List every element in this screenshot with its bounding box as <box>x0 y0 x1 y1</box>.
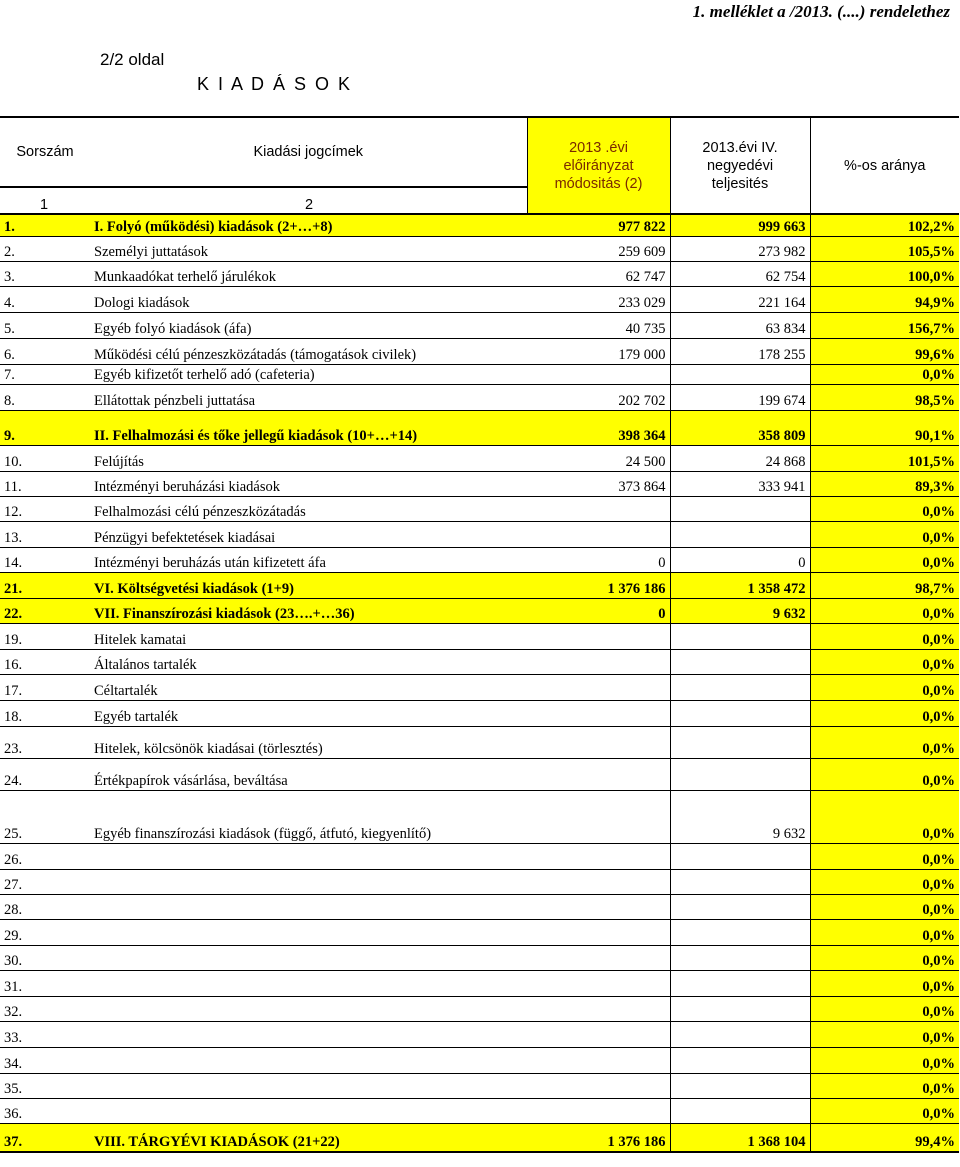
row-plan-value: 202 702 <box>527 384 670 410</box>
row-name: II. Felhalmozási és tőke jellegű kiadások (10+…+14) <box>90 410 527 445</box>
row-number: 11. <box>0 471 90 496</box>
table-row <box>0 572 959 598</box>
row-plan-value: 1 376 186 <box>527 572 670 598</box>
row-percent: 0,0% <box>810 1098 959 1123</box>
table-row <box>0 547 959 572</box>
row-name: Egyéb finanszírozási kiadások (függő, átfutó, kiegyenlítő) <box>90 790 527 843</box>
row-number: 36. <box>0 1098 90 1123</box>
row-actual-value <box>670 700 810 726</box>
row-number: 14. <box>0 547 90 572</box>
row-name <box>90 894 527 919</box>
row-plan-value <box>527 843 670 869</box>
row-name <box>90 945 527 970</box>
row-plan-value: 233 029 <box>527 286 670 312</box>
row-plan-value: 259 609 <box>527 236 670 261</box>
row-actual-value: 0 <box>670 547 810 572</box>
table-row <box>0 236 959 261</box>
row-name <box>90 1098 527 1123</box>
table-row <box>0 214 959 236</box>
table-row <box>0 410 959 445</box>
row-actual-value: 999 663 <box>670 214 810 236</box>
row-plan-value: 62 747 <box>527 261 670 286</box>
row-plan-value <box>527 970 670 996</box>
row-number: 37. <box>0 1123 90 1152</box>
row-plan-value <box>527 996 670 1021</box>
row-actual-value: 358 809 <box>670 410 810 445</box>
row-name: Pénzügyi befektetések kiadásai <box>90 521 527 547</box>
row-percent: 94,9% <box>810 286 959 312</box>
row-actual-value: 9 632 <box>670 598 810 623</box>
row-number: 30. <box>0 945 90 970</box>
row-actual-value <box>670 945 810 970</box>
col-header-plan-line1: 2013 .évi <box>569 139 628 156</box>
row-plan-value <box>527 364 670 384</box>
col-header-actual-line1: 2013.évi IV. <box>702 139 778 156</box>
col-header-plan-line2: előirányzat <box>563 157 634 174</box>
row-name <box>90 1021 527 1047</box>
row-percent: 0,0% <box>810 364 959 384</box>
table-row <box>0 521 959 547</box>
row-plan-value <box>527 790 670 843</box>
row-number: 31. <box>0 970 90 996</box>
row-number: 35. <box>0 1073 90 1098</box>
row-plan-value: 373 864 <box>527 471 670 496</box>
table-row <box>0 674 959 700</box>
expenditure-table <box>0 116 959 1153</box>
table-row <box>0 945 959 970</box>
row-actual-value <box>670 758 810 790</box>
table-row <box>0 1073 959 1098</box>
row-name: VII. Finanszírozási kiadások (23….+…36) <box>90 598 527 623</box>
row-actual-value <box>670 1073 810 1098</box>
row-number: 25. <box>0 790 90 843</box>
row-number: 12. <box>0 496 90 521</box>
table-row <box>0 758 959 790</box>
row-plan-value: 0 <box>527 598 670 623</box>
row-percent: 100,0% <box>810 261 959 286</box>
row-name: Céltartalék <box>90 674 527 700</box>
table-row <box>0 790 959 843</box>
table-row <box>0 1098 959 1123</box>
row-number: 18. <box>0 700 90 726</box>
row-percent: 0,0% <box>810 674 959 700</box>
table-row <box>0 700 959 726</box>
row-actual-value <box>670 1021 810 1047</box>
table-row <box>0 649 959 674</box>
row-number: 29. <box>0 919 90 945</box>
row-name <box>90 996 527 1021</box>
row-plan-value <box>527 758 670 790</box>
row-plan-value: 0 <box>527 547 670 572</box>
table-row <box>0 338 959 364</box>
row-actual-value: 1 358 472 <box>670 572 810 598</box>
row-number: 19. <box>0 623 90 649</box>
row-percent: 0,0% <box>810 869 959 894</box>
table-row <box>0 869 959 894</box>
row-plan-value <box>527 945 670 970</box>
col-header-plan <box>527 117 670 214</box>
row-plan-value <box>527 623 670 649</box>
row-number: 17. <box>0 674 90 700</box>
row-percent: 101,5% <box>810 445 959 471</box>
col-header-plan-line3: módositás (2) <box>554 175 643 192</box>
row-actual-value <box>670 364 810 384</box>
row-actual-value <box>670 496 810 521</box>
row-percent: 0,0% <box>810 598 959 623</box>
row-name: Felújítás <box>90 445 527 471</box>
row-actual-value <box>670 726 810 758</box>
row-name <box>90 970 527 996</box>
row-actual-value: 63 834 <box>670 312 810 338</box>
row-percent: 0,0% <box>810 649 959 674</box>
row-percent: 0,0% <box>810 1073 959 1098</box>
row-plan-value: 40 735 <box>527 312 670 338</box>
row-actual-value <box>670 843 810 869</box>
row-name: I. Folyó (működési) kiadások (2+…+8) <box>90 214 527 236</box>
row-plan-value <box>527 521 670 547</box>
row-number: 6. <box>0 338 90 364</box>
row-plan-value: 179 000 <box>527 338 670 364</box>
col-sub-name: 2 <box>90 187 527 214</box>
row-percent: 0,0% <box>810 758 959 790</box>
row-name <box>90 843 527 869</box>
row-plan-value <box>527 1073 670 1098</box>
table-row <box>0 261 959 286</box>
row-name: Hitelek, kölcsönök kiadásai (törlesztés) <box>90 726 527 758</box>
row-number: 2. <box>0 236 90 261</box>
row-actual-value: 24 868 <box>670 445 810 471</box>
row-number: 4. <box>0 286 90 312</box>
row-actual-value <box>670 674 810 700</box>
row-plan-value <box>527 919 670 945</box>
row-plan-value: 1 376 186 <box>527 1123 670 1152</box>
row-plan-value <box>527 1098 670 1123</box>
row-percent: 0,0% <box>810 623 959 649</box>
row-name: Munkaadókat terhelő járulékok <box>90 261 527 286</box>
row-actual-value <box>670 970 810 996</box>
row-number: 3. <box>0 261 90 286</box>
row-percent: 156,7% <box>810 312 959 338</box>
row-percent: 0,0% <box>810 996 959 1021</box>
row-number: 16. <box>0 649 90 674</box>
row-number: 26. <box>0 843 90 869</box>
row-name: Intézményi beruházási kiadások <box>90 471 527 496</box>
col-sub-nr: 1 <box>0 187 90 214</box>
row-percent: 105,5% <box>810 236 959 261</box>
row-plan-value <box>527 700 670 726</box>
row-name: Működési célú pénzeszközátadás (támogatások civilek) <box>90 338 527 364</box>
row-percent: 99,4% <box>810 1123 959 1152</box>
row-actual-value <box>670 996 810 1021</box>
row-actual-value: 221 164 <box>670 286 810 312</box>
row-number: 34. <box>0 1047 90 1073</box>
row-name: Ellátottak pénzbeli juttatása <box>90 384 527 410</box>
row-number: 22. <box>0 598 90 623</box>
table-row <box>0 843 959 869</box>
row-name <box>90 869 527 894</box>
row-number: 13. <box>0 521 90 547</box>
row-percent: 0,0% <box>810 521 959 547</box>
row-plan-value: 24 500 <box>527 445 670 471</box>
row-actual-value <box>670 623 810 649</box>
row-name: Hitelek kamatai <box>90 623 527 649</box>
row-name: Dologi kiadások <box>90 286 527 312</box>
row-plan-value <box>527 726 670 758</box>
row-number: 21. <box>0 572 90 598</box>
row-percent: 0,0% <box>810 919 959 945</box>
row-number: 5. <box>0 312 90 338</box>
row-actual-value <box>670 894 810 919</box>
table-row <box>0 445 959 471</box>
row-name: Egyéb folyó kiadások (áfa) <box>90 312 527 338</box>
table-row <box>0 312 959 338</box>
row-plan-value <box>527 869 670 894</box>
row-percent: 98,5% <box>810 384 959 410</box>
table-row <box>0 1123 959 1152</box>
row-plan-value <box>527 674 670 700</box>
row-percent: 0,0% <box>810 894 959 919</box>
row-actual-value <box>670 919 810 945</box>
row-name: VIII. TÁRGYÉVI KIADÁSOK (21+22) <box>90 1123 527 1152</box>
row-actual-value <box>670 649 810 674</box>
row-number: 28. <box>0 894 90 919</box>
row-actual-value <box>670 869 810 894</box>
row-name: Általános tartalék <box>90 649 527 674</box>
row-number: 27. <box>0 869 90 894</box>
table-row <box>0 970 959 996</box>
row-name: Személyi juttatások <box>90 236 527 261</box>
row-actual-value <box>670 521 810 547</box>
row-actual-value: 178 255 <box>670 338 810 364</box>
col-header-actual-line3: teljesités <box>711 175 769 192</box>
col-header-actual <box>670 117 810 214</box>
row-plan-value <box>527 894 670 919</box>
appendix-note: 1. melléklet a /2013. (....) rendelethez <box>692 2 950 21</box>
table-row <box>0 894 959 919</box>
page-number: 2/2 oldal <box>100 50 165 69</box>
table-row <box>0 471 959 496</box>
table-row <box>0 726 959 758</box>
row-plan-value: 398 364 <box>527 410 670 445</box>
row-percent: 99,6% <box>810 338 959 364</box>
row-percent: 0,0% <box>810 970 959 996</box>
row-number: 32. <box>0 996 90 1021</box>
row-number: 10. <box>0 445 90 471</box>
row-percent: 0,0% <box>810 843 959 869</box>
row-name: Egyéb tartalék <box>90 700 527 726</box>
row-percent: 0,0% <box>810 945 959 970</box>
row-plan-value <box>527 1021 670 1047</box>
row-percent: 89,3% <box>810 471 959 496</box>
row-number: 33. <box>0 1021 90 1047</box>
row-plan-value <box>527 649 670 674</box>
page-title: K I A D Á S O K <box>197 74 353 94</box>
table-row <box>0 919 959 945</box>
row-number: 1. <box>0 214 90 236</box>
row-actual-value: 9 632 <box>670 790 810 843</box>
row-percent: 0,0% <box>810 790 959 843</box>
row-number: 8. <box>0 384 90 410</box>
row-plan-value <box>527 496 670 521</box>
table-row <box>0 496 959 521</box>
table-row <box>0 384 959 410</box>
row-plan-value <box>527 1047 670 1073</box>
row-number: 24. <box>0 758 90 790</box>
row-percent: 0,0% <box>810 726 959 758</box>
row-actual-value: 1 368 104 <box>670 1123 810 1152</box>
table-row <box>0 286 959 312</box>
row-percent: 0,0% <box>810 1021 959 1047</box>
row-number: 23. <box>0 726 90 758</box>
row-actual-value: 199 674 <box>670 384 810 410</box>
table-row <box>0 623 959 649</box>
table-row <box>0 364 959 384</box>
row-actual-value: 62 754 <box>670 261 810 286</box>
row-name: Egyéb kifizetőt terhelő adó (cafeteria) <box>90 364 527 384</box>
row-name: Értékpapírok vásárlása, beváltása <box>90 758 527 790</box>
row-percent: 0,0% <box>810 547 959 572</box>
row-percent: 102,2% <box>810 214 959 236</box>
col-header-sorszam: Sorszám <box>0 117 90 187</box>
col-header-pct: %-os aránya <box>810 117 959 214</box>
col-header-name: Kiadási jogcímek <box>90 117 527 187</box>
row-name <box>90 1047 527 1073</box>
row-actual-value <box>670 1098 810 1123</box>
row-name: Felhalmozási célú pénzeszközátadás <box>90 496 527 521</box>
row-percent: 98,7% <box>810 572 959 598</box>
table-row <box>0 598 959 623</box>
table-row <box>0 1021 959 1047</box>
row-percent: 0,0% <box>810 1047 959 1073</box>
row-name <box>90 1073 527 1098</box>
row-actual-value: 333 941 <box>670 471 810 496</box>
table-body <box>0 214 959 1152</box>
row-percent: 0,0% <box>810 496 959 521</box>
row-plan-value: 977 822 <box>527 214 670 236</box>
col-header-actual-line2: negyedévi <box>706 157 774 174</box>
row-name: VI. Költségvetési kiadások (1+9) <box>90 572 527 598</box>
row-percent: 90,1% <box>810 410 959 445</box>
table-row <box>0 996 959 1021</box>
row-percent: 0,0% <box>810 700 959 726</box>
row-name: Intézményi beruházás után kifizetett áfa <box>90 547 527 572</box>
table-row <box>0 1047 959 1073</box>
row-number: 7. <box>0 364 90 384</box>
row-number: 9. <box>0 410 90 445</box>
row-actual-value <box>670 1047 810 1073</box>
row-name <box>90 919 527 945</box>
row-actual-value: 273 982 <box>670 236 810 261</box>
